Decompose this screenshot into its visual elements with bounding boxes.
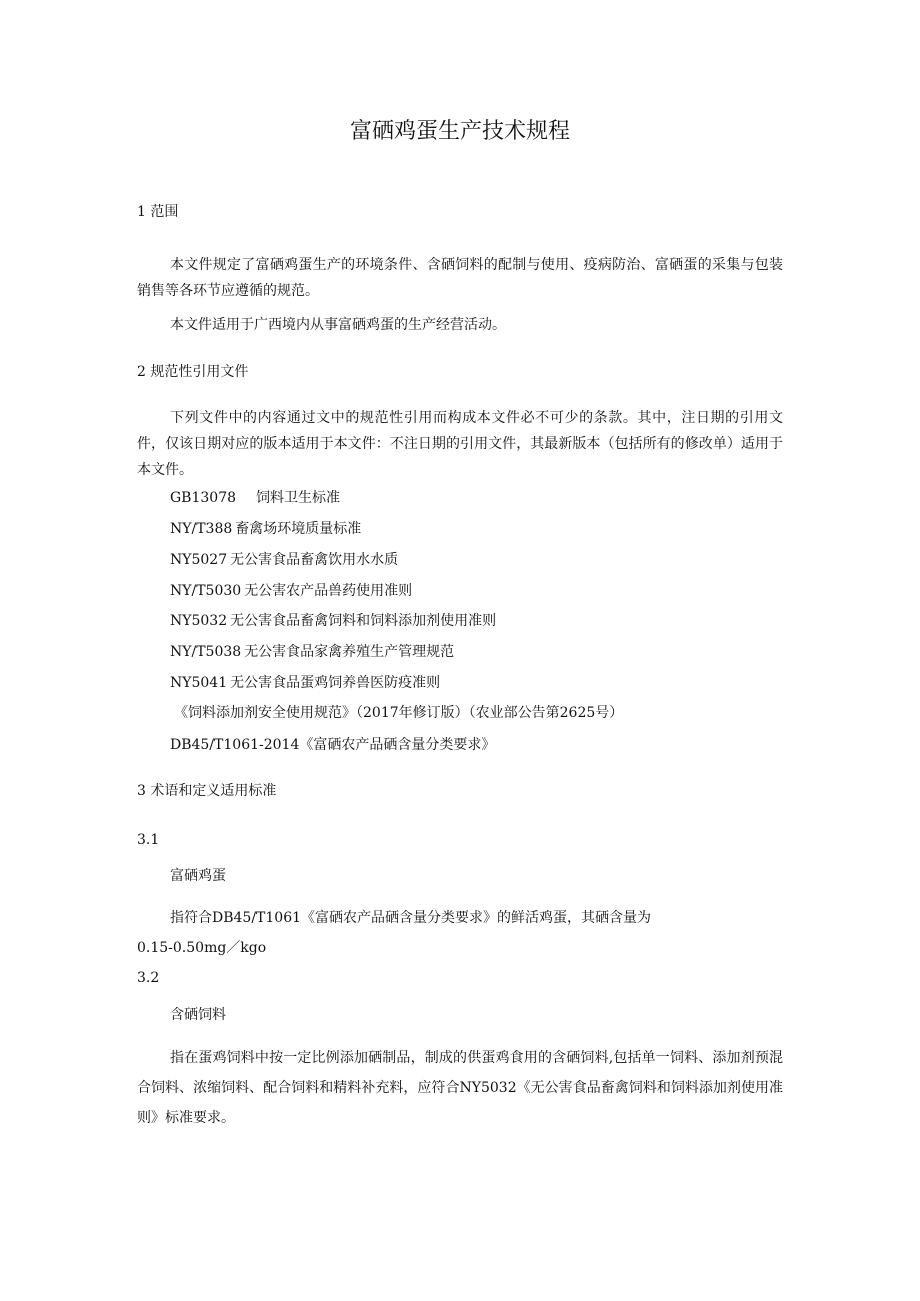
section-heading-terms: 3 术语和定义适用标准 xyxy=(137,783,277,799)
reference-name: 畜禽场环境质量标准 xyxy=(235,521,362,537)
reference-item-regulation: 《饲料添加剂安全使用规范》（2017年修订版）（农业部公告第2625号） xyxy=(174,705,624,721)
reference-name: 饲料卫生标准 xyxy=(256,490,340,506)
term-definition-selenium-feed: 指在蛋鸡饲料中按一定比例添加硒制品，制成的供蛋鸡食用的含硒饲料,包括单一饲料、添加剂预混合饲料、浓缩饲料、配合饲料和精料补充料，应符合NY5032《无公害食品畜禽饲料和饲料添加剂使用准则》标准要求。 xyxy=(137,1050,783,1126)
reference-item xyxy=(170,519,361,539)
reference-code: NY5041 xyxy=(170,675,228,691)
document-title: 富硒鸡蛋生产技术规程 xyxy=(349,119,570,144)
reference-name: 无公害食品畜禽饮用水水质 xyxy=(230,552,399,568)
section-heading-scope: 1 范围 xyxy=(137,204,179,220)
reference-name: 无公害食品家禽养殖生产管理规范 xyxy=(244,644,455,660)
scope-paragraph-1: 本文件规定了富硒鸡蛋生产的环境条件、含硒饲料的配制与使用、疫病防治、富硒蛋的采集与包装销售等各环节应遵循的规范。 xyxy=(137,257,783,299)
references-intro: 下列文件中的内容通过文中的规范性引用而构成本文件必不可少的条款。其中，注日期的引用文件，仅该日期对应的版本适用于本文件：不注日期的引用文件，其最新版本（包括所有的修改单）适用于本文件。 xyxy=(137,410,783,478)
reference-item-db45: DB45/T1061-2014《富硒农产品硒含量分类要求》 xyxy=(170,737,496,753)
term-selenium-rich-egg: 富硒鸡蛋 xyxy=(170,868,226,884)
reference-code: NY/T5030 xyxy=(170,583,242,599)
scope-paragraph-2: 本文件适用于广西境内从事富硒鸡蛋的生产经营活动。 xyxy=(170,317,506,333)
reference-item xyxy=(170,550,398,570)
term-selenium-feed: 含硒饲料 xyxy=(170,1007,226,1023)
reference-item xyxy=(170,581,412,601)
term-definition-line-1: 指符合DB45/T1061《富硒农产品硒含量分类要求》的鲜活鸡蛋，其硒含量为 xyxy=(170,910,652,926)
section-heading-references: 2 规范性引用文件 xyxy=(137,364,249,380)
reference-item xyxy=(170,611,496,631)
reference-code: NY5027 xyxy=(170,552,228,568)
reference-code: GB13078 xyxy=(170,490,237,506)
term-number-3-2: 3.2 xyxy=(137,970,160,986)
reference-name: 无公害食品畜禽饲料和饲料添加剂使用准则 xyxy=(230,613,497,629)
term-number-3-1: 3.1 xyxy=(137,832,160,848)
reference-code: NY/T388 xyxy=(170,521,233,537)
reference-item xyxy=(170,673,440,693)
reference-code: NY/T5038 xyxy=(170,644,242,660)
reference-code: NY5032 xyxy=(170,613,228,629)
reference-name: 无公害农产品兽药使用准则 xyxy=(244,583,413,599)
term-definition-line-2: 0.15-0.50mg／kgo xyxy=(137,940,267,956)
reference-item xyxy=(170,642,454,662)
reference-item xyxy=(170,488,340,508)
reference-name: 无公害食品蛋鸡饲养兽医防疫准则 xyxy=(230,675,441,691)
